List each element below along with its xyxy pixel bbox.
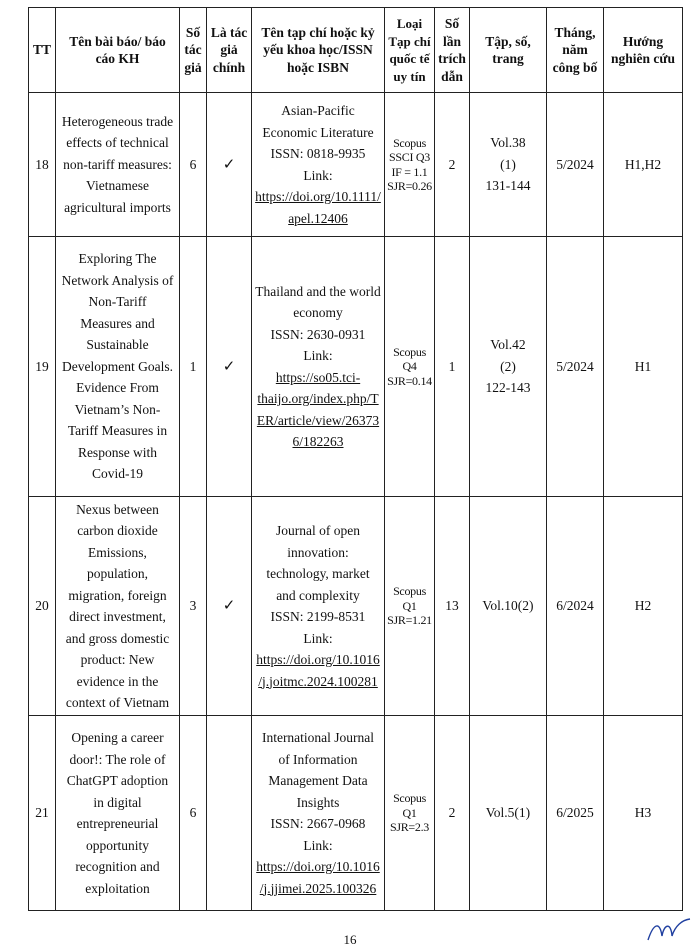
journal-type — [385, 716, 435, 911]
volume-pages — [470, 93, 547, 237]
citation-count: 13 — [435, 497, 470, 716]
main-author-check — [207, 716, 252, 911]
publish-date: 5/2024 — [547, 237, 604, 497]
header-journal-type: Loại Tạp chí quốc tế uy tín — [385, 8, 435, 93]
journal-info — [252, 497, 385, 716]
paper-title: Exploring The Network Analysis of Non-Tariff Measures and Sustainable Development Goals. Evidence From Vietnam’s Non-Tariff Measures in Response with Covid-19 — [56, 237, 180, 497]
volume-line: 122-143 — [485, 380, 531, 396]
journal-type — [385, 93, 435, 237]
row-number: 19 — [29, 237, 56, 497]
doi-link[interactable]: https://doi.org/10.1016/j.jjimei.2025.100326 — [256, 859, 380, 896]
journal-issn: ISSN: 0818-9935 — [270, 146, 366, 161]
doi-link[interactable]: https://so05.tci-thaijo.org/index.php/TER/article/view/263736/182263 — [256, 369, 380, 449]
journal-type-line: Scopus — [393, 135, 426, 150]
journal-type — [385, 497, 435, 716]
volume-line: (1) — [500, 156, 516, 172]
journal-type-line: SJR=0.26 — [387, 179, 432, 193]
journal-name: Asian-Pacific Economic Literature — [262, 103, 374, 140]
journal-issn: ISSN: 2199-8531 — [270, 609, 366, 624]
journal-type-line: SJR=1.21 — [387, 613, 432, 628]
header-volume: Tập, số, trang — [470, 8, 547, 93]
research-direction: H2 — [604, 497, 683, 716]
header-tt: TT — [29, 8, 56, 93]
journal-type-line: SJR=0.14 — [387, 373, 432, 388]
research-direction: H1,H2 — [604, 93, 683, 237]
table-row — [29, 497, 683, 716]
journal-type-line: Scopus — [393, 584, 426, 599]
table-body — [29, 93, 683, 911]
author-count: 6 — [180, 716, 207, 911]
journal-info — [252, 237, 385, 497]
journal-type-line: IF = 1.1 — [391, 164, 428, 179]
main-author-check: ✓ — [207, 93, 252, 237]
paper-title: Nexus between carbon dioxide Emissions, population, migration, foreign direct investment, and gross domestic product: New evidence in the context of Vietnam — [56, 497, 180, 716]
journal-type-line: Q4 — [402, 359, 417, 374]
header-citations: Số lần trích dẫn — [435, 8, 470, 93]
publish-date: 6/2024 — [547, 497, 604, 716]
header-date: Tháng, năm công bố — [547, 8, 604, 93]
signature-mark — [644, 916, 694, 942]
research-direction: H3 — [604, 716, 683, 911]
journal-info — [252, 93, 385, 237]
link-label: Link: — [303, 630, 333, 646]
header-direction: Hướng nghiên cứu — [604, 8, 683, 93]
paper-title: Heterogeneous trade effects of technical non-tariff measures: Vietnamese agricultural imports — [56, 93, 180, 237]
author-count: 3 — [180, 497, 207, 716]
citation-count: 2 — [435, 93, 470, 237]
citation-count: 1 — [435, 237, 470, 497]
author-count: 1 — [180, 237, 207, 497]
page-number: 16 — [343, 932, 357, 947]
journal-type-line: Q1 — [402, 805, 417, 820]
table-row — [29, 237, 683, 497]
table-row — [29, 93, 683, 237]
volume-line: 131-144 — [485, 178, 531, 194]
volume-pages — [470, 497, 547, 716]
volume-line: (2) — [500, 358, 516, 374]
row-number: 18 — [29, 93, 56, 237]
main-author-check: ✓ — [207, 497, 252, 716]
journal-issn: ISSN: 2630-0931 — [270, 326, 366, 342]
header-main-author: Là tác giả chính — [207, 8, 252, 93]
volume-line: Vol.38 — [490, 135, 526, 151]
journal-info — [252, 716, 385, 911]
citation-count: 2 — [435, 716, 470, 911]
journal-issn: ISSN: 2667-0968 — [270, 816, 366, 831]
research-direction: H1 — [604, 237, 683, 497]
doi-link[interactable]: https://doi.org/10.1111/apel.12406 — [255, 189, 381, 226]
row-number: 21 — [29, 716, 56, 911]
volume-line: Vol.42 — [490, 337, 526, 353]
volume-line: Vol.10(2) — [482, 598, 534, 614]
link-label: Link: — [303, 837, 333, 853]
journal-name: International Journal of Information Management Data Insights — [261, 730, 375, 810]
publish-date: 6/2025 — [547, 716, 604, 911]
header-num-authors: Số tác giả — [180, 8, 207, 93]
main-author-check: ✓ — [207, 237, 252, 497]
journal-type — [385, 237, 435, 497]
doi-link[interactable]: https://doi.org/10.1016/j.joitmc.2024.100281 — [256, 652, 380, 689]
volume-line: Vol.5(1) — [485, 805, 531, 821]
row-number: 20 — [29, 497, 56, 716]
journal-name: Journal of open innovation: technology, market and complexity — [266, 523, 370, 603]
header-title: Tên bài báo/ báo cáo KH — [56, 8, 180, 93]
publications-table — [28, 7, 683, 911]
journal-type-line: SJR=2.3 — [389, 820, 429, 835]
table-header-row — [29, 8, 683, 93]
journal-name: Thailand and the world economy — [255, 283, 381, 320]
header-journal: Tên tạp chí hoặc kỷ yếu khoa học/ISSN hoặc ISBN — [252, 8, 385, 93]
author-count: 6 — [180, 93, 207, 237]
journal-type-line: Scopus — [393, 344, 426, 359]
paper-title: Opening a career door!: The role of ChatGPT adoption in digital entrepreneurial opportunity recognition and exploitation — [56, 716, 180, 911]
link-label: Link: — [303, 167, 333, 183]
journal-type-line: Q1 — [402, 598, 417, 613]
link-label: Link: — [303, 348, 333, 363]
journal-type-line: Scopus — [393, 791, 426, 806]
volume-pages — [470, 716, 547, 911]
publish-date: 5/2024 — [547, 93, 604, 237]
journal-type-line: SSCI Q3 — [389, 150, 430, 164]
table-row — [29, 716, 683, 911]
volume-pages — [470, 237, 547, 497]
